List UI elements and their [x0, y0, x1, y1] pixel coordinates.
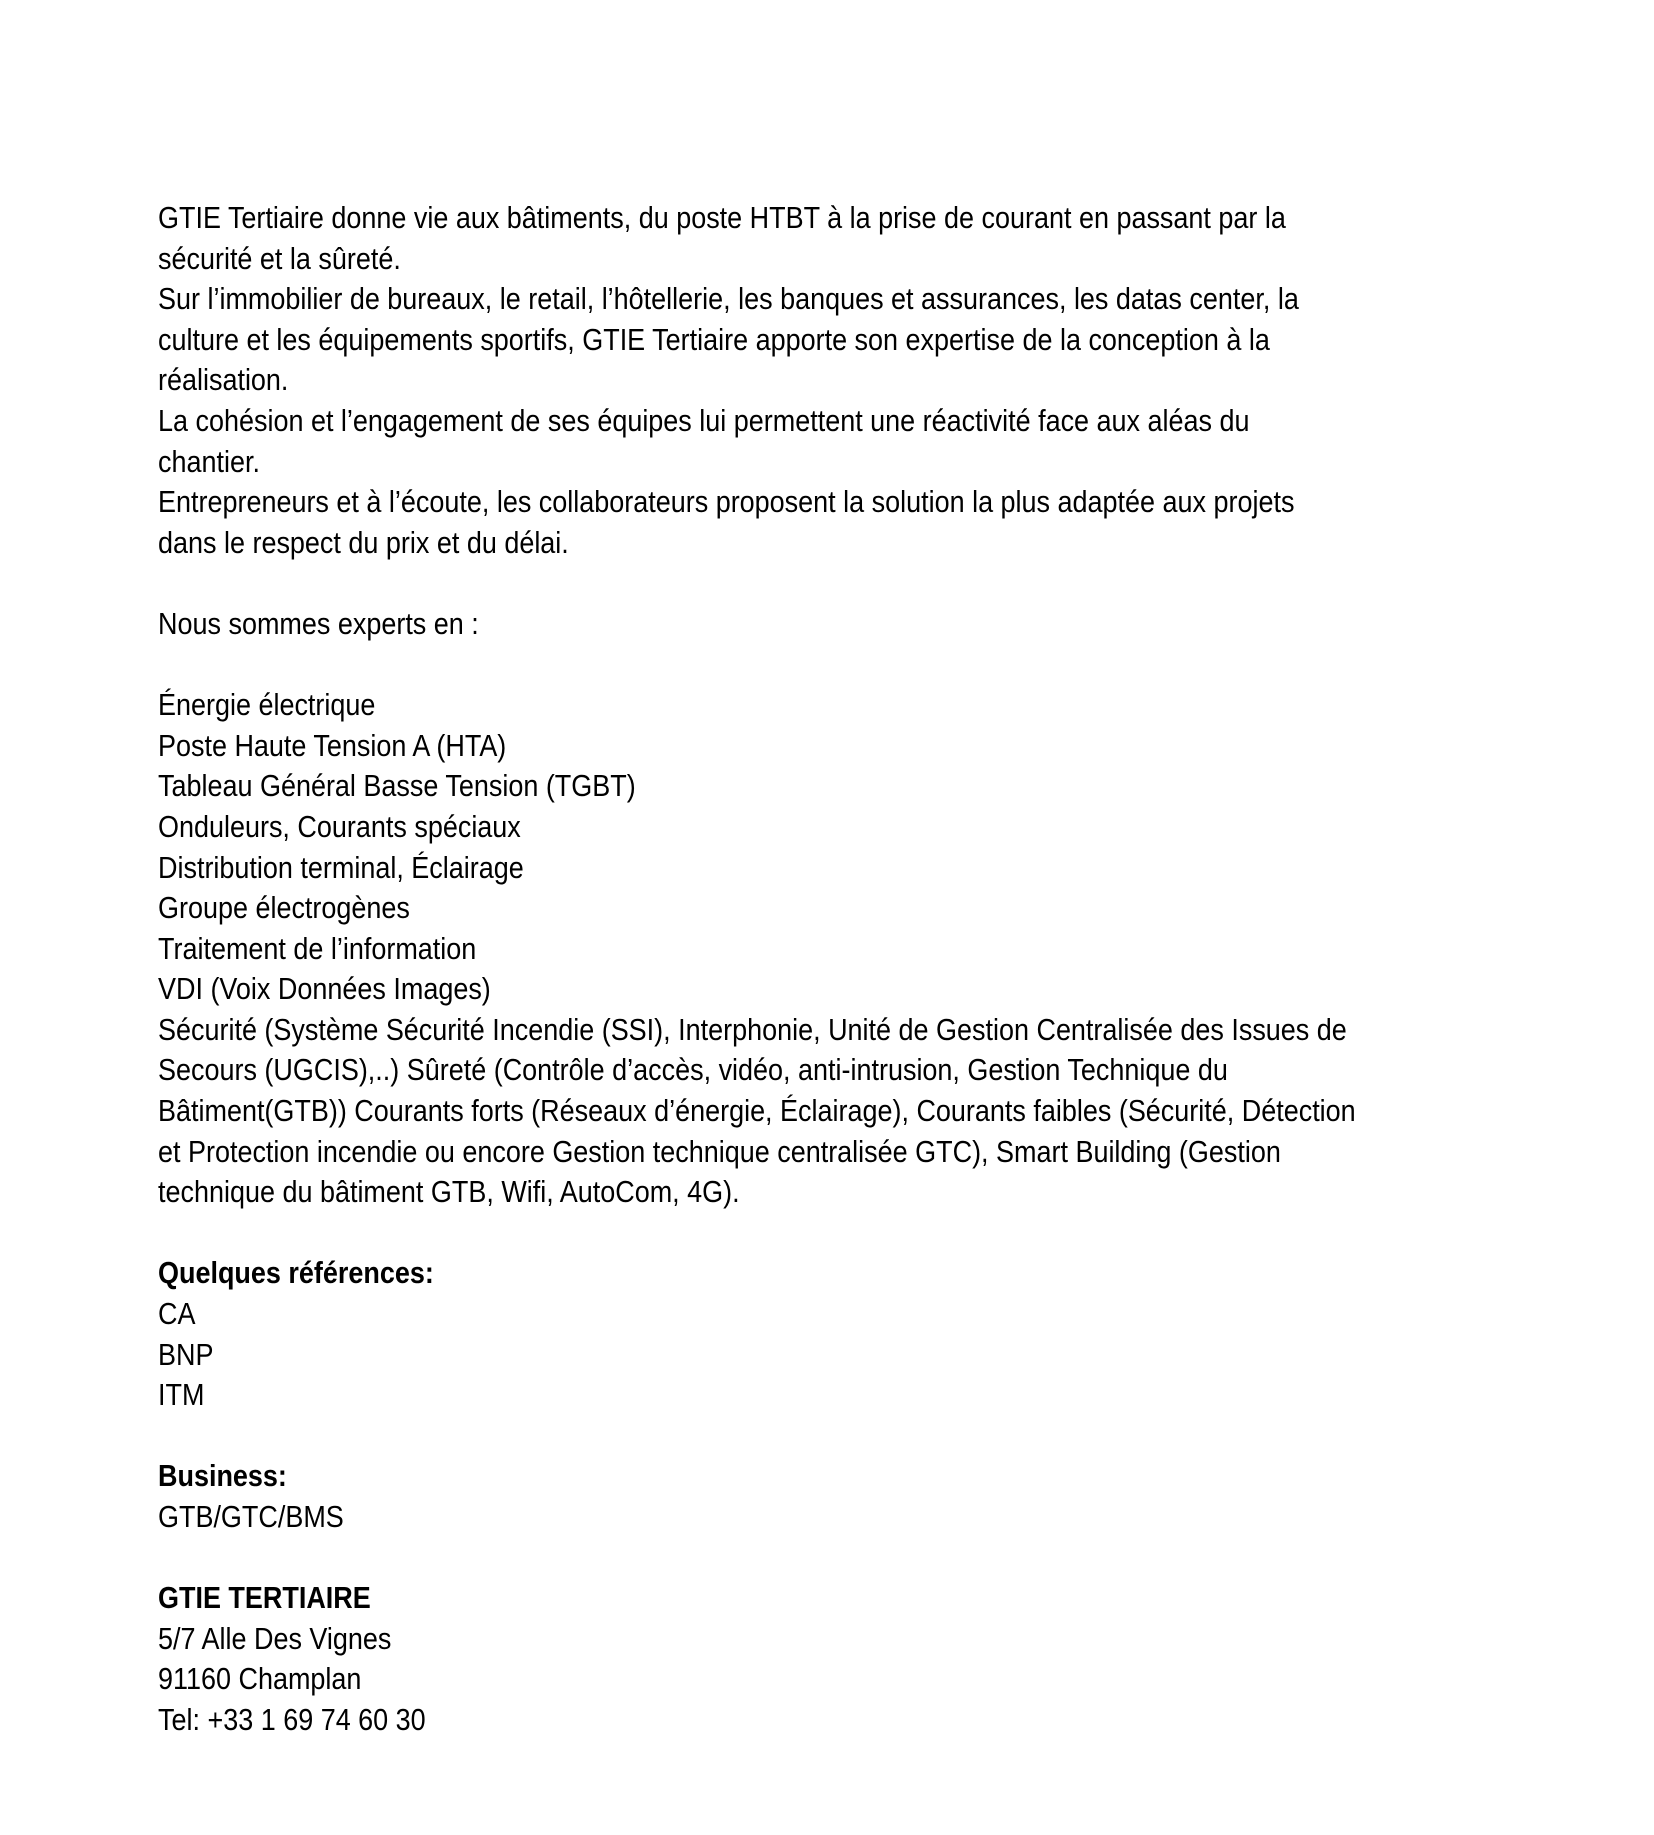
list-item: Bâtiment(GTB)) Courants forts (Réseaux d’énergie, Éclairage), Courants faibles (Sécurité, Détection: [158, 1093, 1356, 1129]
list-item: Sécurité (Système Sécurité Incendie (SSI), Interphonie, Unité de Gestion Centralisée des Issues de: [158, 1011, 1347, 1047]
spacer: [158, 563, 1535, 604]
list-item: technique du bâtiment GTB, Wifi, AutoCom, 4G).: [158, 1174, 740, 1210]
phone-line: Tel: +33 1 69 74 60 30: [158, 1701, 426, 1737]
experts-list: [158, 685, 1535, 1213]
text-line: réalisation.: [158, 362, 289, 398]
text-line: chantier.: [158, 443, 260, 479]
list-item: Distribution terminal, Éclairage: [158, 849, 524, 885]
experts-heading: Nous sommes experts en :: [158, 605, 479, 641]
document-page: [158, 198, 1535, 1741]
list-item: Onduleurs, Courants spéciaux: [158, 808, 521, 844]
business-section: [158, 1456, 1535, 1537]
text-line: dans le respect du prix et du délai.: [158, 524, 569, 560]
list-item: VDI (Voix Données Images): [158, 971, 491, 1007]
address-line: 5/7 Alle Des Vignes: [158, 1620, 392, 1656]
references-heading: Quelques références:: [158, 1255, 434, 1291]
list-item: Énergie électrique: [158, 687, 376, 723]
company-name: GTIE TERTIAIRE: [158, 1580, 371, 1616]
spacer: [158, 1538, 1535, 1579]
spacer: [158, 645, 1535, 686]
list-item: Poste Haute Tension A (HTA): [158, 727, 507, 763]
reference-item: BNP: [158, 1336, 214, 1372]
spacer: [158, 1213, 1535, 1254]
reference-item: CA: [158, 1296, 196, 1332]
text-line: La cohésion et l’engagement de ses équipes lui permettent une réactivité face aux aléas du: [158, 402, 1250, 438]
reference-item: ITM: [158, 1377, 205, 1413]
text-line: GTIE Tertiaire donne vie aux bâtiments, du poste HTBT à la prise de courant en passant par la: [158, 200, 1286, 235]
list-item: Traitement de l’information: [158, 930, 477, 966]
list-item: Secours (UGCIS),..) Sûreté (Contrôle d’accès, vidéo, anti-intrusion, Gestion Technique du: [158, 1052, 1228, 1088]
text-line: Entrepreneurs et à l’écoute, les collaborateurs proposent la solution la plus adaptée aux projets: [158, 484, 1295, 520]
business-heading: Business:: [158, 1458, 287, 1494]
contact-block: [158, 1578, 1535, 1740]
list-item: et Protection incendie ou encore Gestion technique centralisée GTC), Smart Building (Gestion: [158, 1133, 1281, 1169]
city-line: 91160 Champlan: [158, 1661, 362, 1697]
text-line: culture et les équipements sportifs, GTIE Tertiaire apporte son expertise de la conception à la: [158, 321, 1270, 357]
business-item: GTB/GTC/BMS: [158, 1499, 344, 1534]
spacer: [158, 1416, 1535, 1457]
list-item: Tableau Général Basse Tension (TGBT): [158, 768, 636, 804]
list-item: Groupe électrogènes: [158, 890, 410, 926]
text-line: sécurité et la sûreté.: [158, 240, 401, 276]
references-section: [158, 1253, 1535, 1415]
intro-paragraph: [158, 198, 1535, 563]
text-line: Sur l’immobilier de bureaux, le retail, l’hôtellerie, les banques et assurances, les datas center, la: [158, 281, 1299, 317]
